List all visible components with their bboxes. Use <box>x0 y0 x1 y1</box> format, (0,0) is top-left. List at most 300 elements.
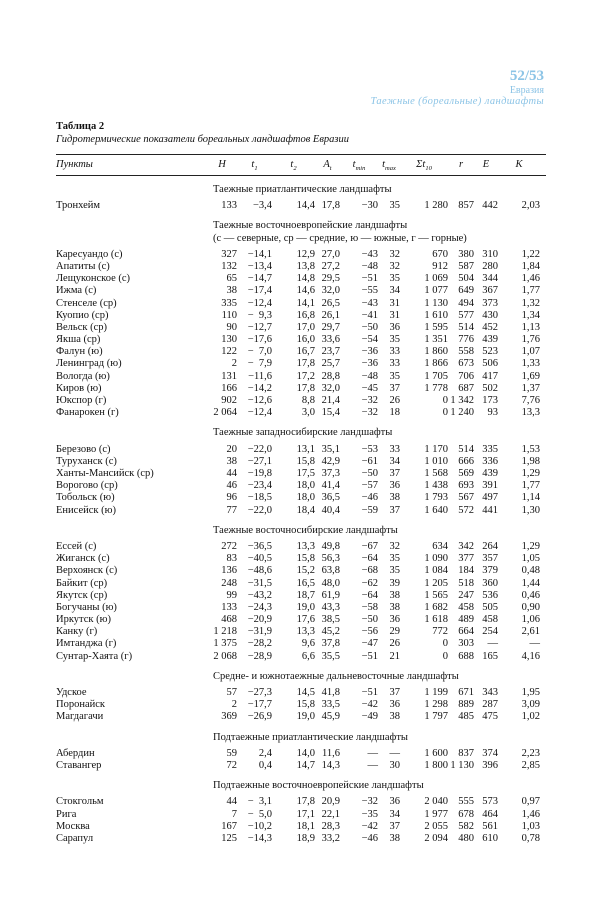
column-subscript: max <box>385 165 396 173</box>
cell-tmin: −43 <box>361 248 378 260</box>
cell-r: 377 <box>458 553 474 565</box>
cell-k: 1,22 <box>521 248 540 260</box>
table-row <box>56 651 546 663</box>
cell-e: 391 <box>482 480 498 492</box>
column-header-r <box>448 155 474 179</box>
cell-station: Енисейск (ю) <box>56 504 116 516</box>
cell-station: Куопио (ср) <box>56 309 109 321</box>
cell-t2: 14,5 <box>296 687 315 699</box>
cell-at: 21,4 <box>321 395 340 407</box>
cell-station: Юкспор (г) <box>56 395 107 407</box>
cell-station: Березово (с) <box>56 443 111 455</box>
table-row <box>56 796 546 808</box>
cell-k: 2,85 <box>521 759 540 771</box>
cell-r: 558 <box>458 346 474 358</box>
cell-at: 32,0 <box>321 382 340 394</box>
cell-e: 610 <box>482 832 498 844</box>
cell-k: — <box>529 638 540 650</box>
cell-r: 649 <box>458 285 474 297</box>
table-caption <box>56 120 546 147</box>
cell-at: 25,7 <box>321 358 340 370</box>
cell-t1: −43,2 <box>247 589 272 601</box>
cell-at: 27,2 <box>321 260 340 272</box>
cell-station: Туруханск (с) <box>56 455 117 467</box>
cell-h: 1 218 <box>213 626 237 638</box>
cell-h: 132 <box>221 260 237 272</box>
cell-r: 837 <box>458 747 474 759</box>
cell-sum-t10: 1 010 <box>424 455 448 467</box>
cell-e: 523 <box>482 346 498 358</box>
cell-tmax: 33 <box>389 443 400 455</box>
cell-station: Фалун (ю) <box>56 346 103 358</box>
cell-k: 1,06 <box>521 614 540 626</box>
cell-r: 485 <box>458 711 474 723</box>
cell-tmin: −50 <box>361 321 378 333</box>
cell-tmax: 38 <box>389 589 400 601</box>
cell-t1: −22,0 <box>247 443 272 455</box>
cell-tmin: −46 <box>361 832 378 844</box>
cell-e: 442 <box>482 200 498 212</box>
cell-r: 184 <box>458 565 474 577</box>
table-row <box>56 480 546 492</box>
cell-e: 93 <box>487 407 498 419</box>
table-row <box>56 505 546 517</box>
cell-at: 35,1 <box>321 443 340 455</box>
cell-t2: 13,3 <box>296 540 315 552</box>
cell-t1: −17,7 <box>247 699 272 711</box>
cell-station: Рига <box>56 808 77 820</box>
cell-e: 497 <box>482 492 498 504</box>
table-row <box>56 687 546 699</box>
table-row <box>56 298 546 310</box>
cell-e: 458 <box>482 614 498 626</box>
cell-t1: − 3,1 <box>247 796 272 808</box>
cell-sum-t10: 0 <box>442 395 448 407</box>
cell-h: 83 <box>226 553 237 565</box>
cell-k: 1,69 <box>521 370 540 382</box>
cell-h: 57 <box>226 687 237 699</box>
column-subscript: 1 <box>254 165 258 173</box>
cell-r: 1 342 <box>450 395 474 407</box>
cell-r: 889 <box>458 699 474 711</box>
cell-tmin: −54 <box>361 334 378 346</box>
cell-tmax: 36 <box>389 480 400 492</box>
section-title: Таежные восточносибирские ландшафты <box>213 524 398 536</box>
cell-e: 374 <box>482 747 498 759</box>
cell-at: 29,5 <box>321 273 340 285</box>
cell-r: 569 <box>458 468 474 479</box>
cell-at: 26,1 <box>321 309 340 321</box>
cell-t1: −40,5 <box>247 553 272 565</box>
cell-e: 336 <box>482 455 498 467</box>
cell-tmin: −43 <box>361 297 378 309</box>
cell-sum-t10: 1 069 <box>424 273 448 285</box>
cell-tmin: −32 <box>361 395 378 407</box>
cell-t1: −48,6 <box>247 565 272 577</box>
column-header-at <box>315 155 340 179</box>
column-header-e <box>474 155 498 179</box>
cell-t1: −18,5 <box>247 492 272 504</box>
cell-h: 90 <box>226 321 237 333</box>
running-section: Евразия <box>509 85 544 96</box>
cell-k: 1,34 <box>521 309 540 321</box>
cell-sum-t10: 1 600 <box>424 747 448 759</box>
cell-tmin: −30 <box>361 200 378 212</box>
cell-e: 536 <box>482 589 498 601</box>
cell-k: 1,33 <box>521 358 540 370</box>
cell-t1: −36,5 <box>247 540 272 552</box>
cell-tmax: 35 <box>389 370 400 382</box>
cell-h: 38 <box>226 285 237 297</box>
cell-k: 1,05 <box>521 553 540 565</box>
table-row <box>56 249 546 261</box>
cell-r: 673 <box>458 358 474 370</box>
cell-station: Лещуконское (с) <box>56 273 131 285</box>
cell-t1: −10,2 <box>247 820 272 832</box>
cell-h: 44 <box>226 468 237 479</box>
column-label: t <box>290 159 294 170</box>
cell-e: 360 <box>482 577 498 589</box>
column-header-sum-t10 <box>400 155 448 179</box>
cell-e: 254 <box>482 626 498 638</box>
cell-t1: −12,7 <box>247 321 272 333</box>
cell-e: 287 <box>482 699 498 711</box>
table-row <box>56 346 546 358</box>
cell-at: 11,6 <box>322 747 340 759</box>
cell-station: Ленинград (ю) <box>56 358 122 370</box>
cell-at: 17,8 <box>321 200 340 212</box>
cell-e: 561 <box>482 820 498 832</box>
cell-sum-t10: 1 077 <box>424 285 448 297</box>
cell-h: 125 <box>221 832 237 844</box>
cell-t2: 14,1 <box>296 297 315 309</box>
cell-t2: 15,8 <box>296 455 315 467</box>
cell-sum-t10: 1 595 <box>424 321 448 333</box>
cell-h: 369 <box>221 711 237 723</box>
section-heading <box>56 427 546 439</box>
cell-h: 46 <box>226 480 237 492</box>
cell-tmin: −51 <box>361 273 378 285</box>
cell-at: 42,9 <box>321 455 340 467</box>
cell-k: 1,77 <box>521 285 540 297</box>
cell-r: 688 <box>458 650 474 662</box>
cell-k: 0,48 <box>521 565 540 577</box>
cell-tmax: 32 <box>389 540 400 552</box>
cell-sum-t10: 1 130 <box>424 297 448 309</box>
cell-h: 166 <box>221 382 237 394</box>
cell-e: 264 <box>482 540 498 552</box>
cell-sum-t10: 0 <box>442 650 448 662</box>
cell-e: 441 <box>482 504 498 516</box>
cell-k: 1,37 <box>521 382 540 394</box>
cell-sum-t10: 1 610 <box>424 309 448 321</box>
cell-sum-t10: 1 860 <box>424 346 448 358</box>
cell-sum-t10: 772 <box>432 626 448 638</box>
cell-r: 504 <box>458 273 474 285</box>
cell-k: 1,07 <box>521 346 540 358</box>
cell-e: 280 <box>482 260 498 272</box>
cell-at: 43,3 <box>321 601 340 613</box>
cell-r: 342 <box>458 540 474 552</box>
cell-e: 173 <box>482 395 498 407</box>
cell-tmax: 39 <box>389 577 400 589</box>
cell-at: 56,3 <box>321 553 340 565</box>
cell-t1: −11,6 <box>248 370 272 382</box>
table-body <box>56 184 546 845</box>
section-title: Таежные восточноевропейские ландшафты <box>213 220 408 232</box>
cell-h: 248 <box>221 577 237 589</box>
cell-tmax: 26 <box>389 395 400 407</box>
cell-at: 15,4 <box>321 407 340 419</box>
cell-tmax: 38 <box>389 492 400 504</box>
cell-h: 130 <box>221 334 237 346</box>
table-title: Гидротермические показатели бореальных ландшафтов Евразии <box>56 134 350 145</box>
cell-r: 489 <box>458 614 474 626</box>
cell-station: Каресуандо (с) <box>56 248 123 260</box>
cell-k: 1,46 <box>521 273 540 285</box>
cell-t1: −31,5 <box>247 577 272 589</box>
cell-r: 303 <box>458 638 474 650</box>
cell-e: 379 <box>482 565 498 577</box>
table-row <box>56 833 546 845</box>
table-row <box>56 760 546 772</box>
cell-sum-t10: 1 568 <box>424 468 448 479</box>
cell-tmax: 38 <box>389 711 400 723</box>
cell-k: 0,90 <box>521 601 540 613</box>
cell-k: 2,23 <box>521 747 540 759</box>
cell-tmin: −67 <box>361 540 378 552</box>
cell-tmin: −46 <box>361 492 378 504</box>
cell-at: 35,5 <box>321 650 340 662</box>
cell-h: 2 <box>231 699 237 711</box>
table-row <box>56 310 546 322</box>
cell-at: 45,2 <box>321 626 340 638</box>
cell-tmax: 37 <box>389 468 400 479</box>
cell-k: 1,84 <box>521 260 540 272</box>
table-number: Таблица 2 <box>56 121 105 132</box>
cell-t2: 13,8 <box>296 260 315 272</box>
cell-t2: 14,8 <box>296 273 315 285</box>
cell-k: 0,97 <box>521 796 540 808</box>
cell-t1: − 7,0 <box>247 346 272 358</box>
cell-t2: 13,1 <box>296 443 315 455</box>
cell-at: 36,5 <box>321 492 340 504</box>
cell-r: 693 <box>458 480 474 492</box>
table-row <box>56 407 546 419</box>
cell-r: 776 <box>458 334 474 346</box>
cell-t2: 18,4 <box>296 504 315 516</box>
cell-k: 1,29 <box>521 468 540 479</box>
cell-t1: −19,8 <box>247 468 272 479</box>
cell-tmax: 18 <box>389 407 400 419</box>
cell-t1: −12,4 <box>247 297 272 309</box>
cell-k: 1,13 <box>521 321 540 333</box>
cell-r: 582 <box>458 820 474 832</box>
cell-h: 335 <box>221 297 237 309</box>
cell-h: 122 <box>221 346 237 358</box>
section-title: Подтаежные приатлантические ландшафты <box>213 731 408 743</box>
cell-r: 706 <box>458 370 474 382</box>
column-header-t1 <box>237 155 272 179</box>
cell-tmin: −32 <box>361 407 378 419</box>
cell-tmin: −50 <box>361 614 378 626</box>
cell-station: Киров (ю) <box>56 382 102 394</box>
cell-tmin: −36 <box>361 358 378 370</box>
cell-tmin: −64 <box>361 589 378 601</box>
cell-sum-t10: 1 797 <box>424 711 448 723</box>
cell-k: 1,03 <box>521 820 540 832</box>
cell-h: 44 <box>226 796 237 808</box>
cell-t1: − 7,9 <box>247 358 272 370</box>
table-section <box>56 780 546 845</box>
cell-at: 61,9 <box>321 589 340 601</box>
cell-tmax: 33 <box>389 346 400 358</box>
column-label: t <box>382 159 386 170</box>
table-row <box>56 456 546 468</box>
cell-tmax: 35 <box>389 200 400 212</box>
cell-tmin: −48 <box>361 370 378 382</box>
cell-t2: 14,6 <box>296 285 315 297</box>
cell-t2: 17,1 <box>296 808 315 820</box>
cell-t1: −3,4 <box>252 200 272 212</box>
cell-r: 587 <box>458 260 474 272</box>
cell-e: 439 <box>482 468 498 479</box>
cell-k: 1,29 <box>521 540 540 552</box>
cell-t2: 18,1 <box>296 820 315 832</box>
cell-t2: 17,6 <box>296 614 315 626</box>
cell-tmax: 36 <box>389 796 400 808</box>
cell-sum-t10: 1 090 <box>424 553 448 565</box>
cell-t2: 16,0 <box>296 334 315 346</box>
page-numbers: 52/53 <box>509 68 544 84</box>
column-label: r <box>458 159 464 170</box>
cell-t2: 18,0 <box>296 492 315 504</box>
table-section <box>56 525 546 663</box>
cell-sum-t10: 1 170 <box>424 443 448 455</box>
cell-t1: −28,2 <box>247 638 272 650</box>
cell-t2: 16,8 <box>296 309 315 321</box>
section-heading <box>56 184 546 196</box>
cell-h: 272 <box>221 540 237 552</box>
cell-h: 902 <box>221 395 237 407</box>
cell-tmin: — <box>367 747 378 759</box>
column-header-tmin <box>340 155 378 179</box>
cell-t2: 19,0 <box>296 711 315 723</box>
cell-k: 0,78 <box>521 832 540 844</box>
table-section <box>56 732 546 773</box>
cell-tmax: 37 <box>389 820 400 832</box>
cell-t2: 17,0 <box>296 321 315 333</box>
cell-e: 310 <box>482 248 498 260</box>
cell-tmin: −51 <box>361 650 378 662</box>
cell-t1: −27,1 <box>247 455 272 467</box>
section-heading <box>56 780 546 792</box>
column-label: Σt <box>416 159 426 170</box>
cell-sum-t10: 2 055 <box>424 820 448 832</box>
cell-tmax: 34 <box>389 455 400 467</box>
table-row <box>56 468 546 480</box>
cell-t1: −26,9 <box>247 711 272 723</box>
cell-tmin: −55 <box>361 285 378 297</box>
running-subsection: Таежные (бореальные) ландшафты <box>370 96 544 107</box>
cell-sum-t10: 1 705 <box>424 370 448 382</box>
cell-t2: 14,4 <box>296 200 315 212</box>
cell-e: 367 <box>482 285 498 297</box>
cell-station: Иркутск (ю) <box>56 614 111 626</box>
cell-h: 72 <box>226 759 237 771</box>
cell-k: 2,03 <box>521 200 540 212</box>
section-heading <box>56 525 546 537</box>
table-row <box>56 809 546 821</box>
column-label: H <box>218 159 226 170</box>
table-row <box>56 395 546 407</box>
table-row <box>56 334 546 346</box>
cell-sum-t10: 912 <box>432 260 448 272</box>
cell-t2: 17,2 <box>296 370 315 382</box>
cell-e: 502 <box>482 382 498 394</box>
cell-station: Апатиты (с) <box>56 260 110 272</box>
cell-k: 1,77 <box>521 480 540 492</box>
cell-e: 439 <box>482 334 498 346</box>
cell-e: 417 <box>482 370 498 382</box>
cell-tmax: 35 <box>389 334 400 346</box>
cell-e: 165 <box>482 650 498 662</box>
cell-t2: 17,8 <box>296 358 315 370</box>
cell-sum-t10: 1 793 <box>424 492 448 504</box>
cell-tmax: 37 <box>389 504 400 516</box>
cell-station: Абердин <box>56 747 95 759</box>
cell-station: Имтанджа (г) <box>56 638 117 650</box>
cell-t1: −24,3 <box>247 601 272 613</box>
cell-tmax: 35 <box>389 273 400 285</box>
cell-station: Фанарокен (г) <box>56 407 119 419</box>
column-label: Пункты <box>56 159 93 170</box>
data-table <box>56 154 546 845</box>
column-label: A <box>323 159 330 170</box>
column-subscript: t <box>329 165 332 173</box>
table-row <box>56 261 546 273</box>
cell-e: 475 <box>482 711 498 723</box>
cell-station: Тронхейм <box>56 200 101 212</box>
cell-h: 7 <box>231 808 237 820</box>
cell-sum-t10: 0 <box>442 407 448 419</box>
cell-tmax: 30 <box>389 759 400 771</box>
cell-e: 344 <box>482 273 498 285</box>
cell-at: 33,2 <box>321 832 340 844</box>
table-row <box>56 358 546 370</box>
table-row <box>56 699 546 711</box>
cell-t1: −27,3 <box>247 687 272 699</box>
cell-h: 136 <box>221 565 237 577</box>
cell-t1: −14,1 <box>247 248 272 260</box>
cell-at: 37,3 <box>321 468 340 479</box>
cell-t2: 9,6 <box>301 638 315 650</box>
column-header-h <box>207 155 237 179</box>
cell-k: 1,53 <box>521 443 540 455</box>
cell-tmax: 36 <box>389 699 400 711</box>
cell-station: Сарапул <box>56 832 94 844</box>
cell-sum-t10: 634 <box>432 540 448 552</box>
cell-e: 464 <box>482 808 498 820</box>
cell-at: 41,8 <box>321 687 340 699</box>
cell-e: 335 <box>482 443 498 455</box>
cell-station: Вологда (ю) <box>56 370 110 382</box>
cell-t1: 2,4 <box>258 747 272 759</box>
cell-t2: 17,5 <box>296 468 315 479</box>
cell-r: 458 <box>458 601 474 613</box>
cell-t2: 16,5 <box>296 577 315 589</box>
table-row <box>56 821 546 833</box>
